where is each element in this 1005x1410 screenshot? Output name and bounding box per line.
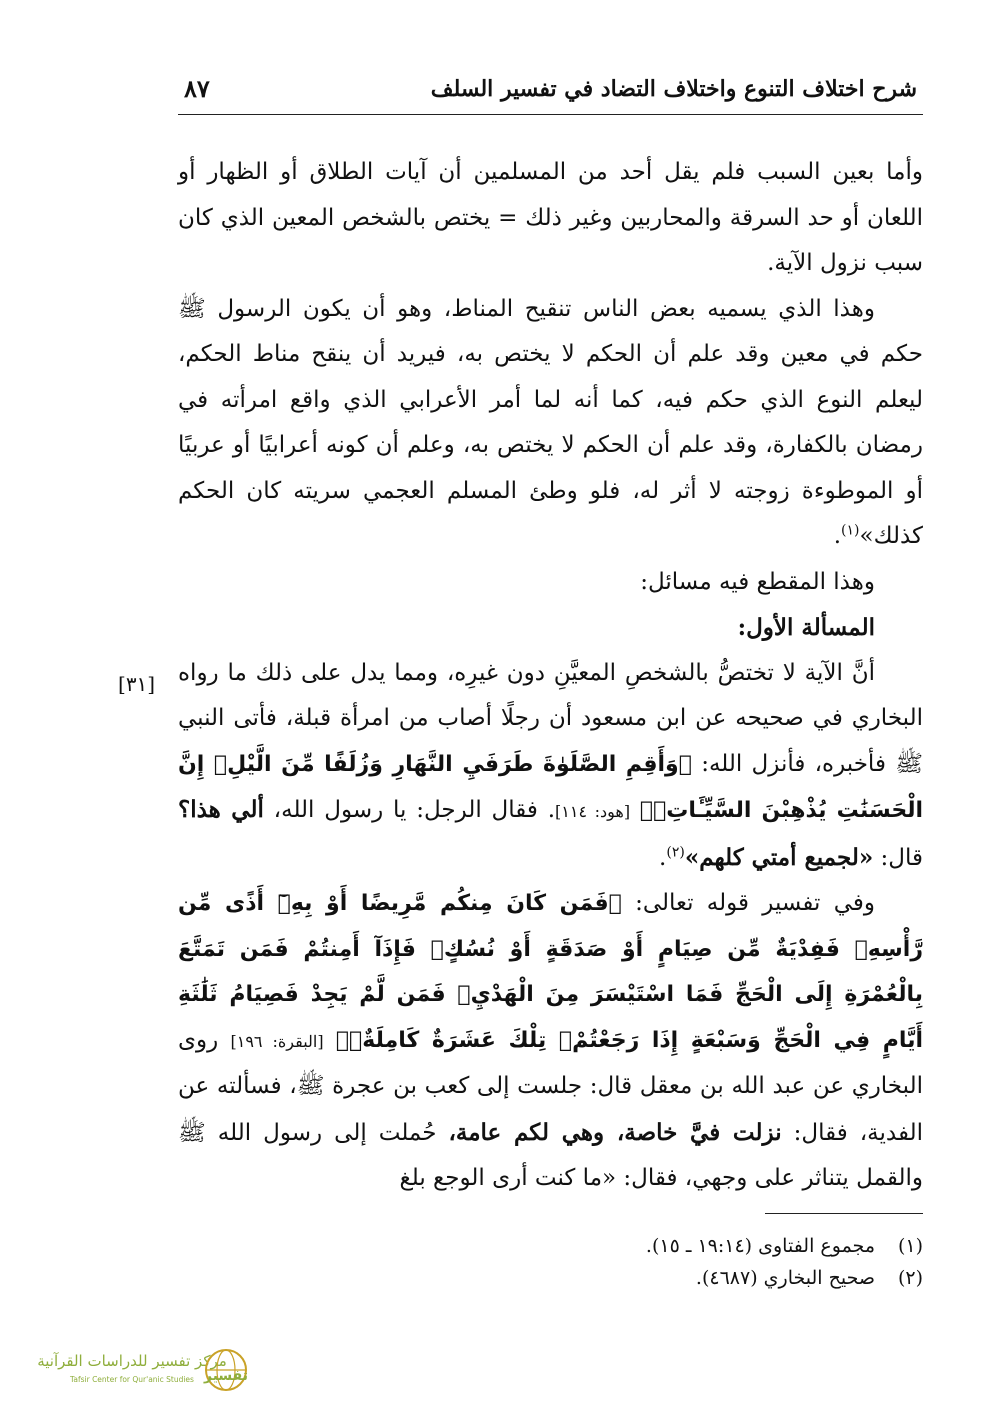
footnote-number: (٢): [897, 1267, 923, 1289]
p5-bold: نزلت فيَّ خاصة، وهي لكم عامة،: [448, 1118, 782, 1146]
logo-name-arabic: مركز تفسير للدراسات القرآنية: [37, 1352, 227, 1370]
footnote-ref-2: (٢): [666, 843, 685, 860]
paragraph-2: [178, 287, 923, 560]
footnote-rule: [765, 1213, 923, 1214]
verse-ref-hud: [هود: ١١٤]: [555, 802, 631, 821]
footnote-text: مجموع الفتاوى (١٩:١٤ ـ ١٥).: [645, 1235, 875, 1257]
footnote-1: [400, 1230, 923, 1262]
p4-text-a: أنَّ الآية لا تختصُّ بالشخصِ المعيَّنِ دون غيرِه، ومما يدل على ذلك ما رواه البخاري في صحيحه عن ابن مسعود أن رجلًا أصاب من امرأة قبلة، فأتى النبي ﷺ فأخبره، فأنزل الله:: [178, 659, 923, 777]
p5-text-c: حُملت إلى رسول الله ﷺ والقمل يتناثر على وجهي، فقال: «ما كنت أرى الوجع بلغ: [178, 1119, 923, 1191]
paragraph-2-end: .: [833, 523, 842, 549]
p4-text-b: . فقال الرجل: يا رسول الله،: [263, 797, 556, 823]
footnotes: [400, 1230, 923, 1294]
logo-name-english: Tafsir Center for Qur'anic Studies: [70, 1375, 194, 1384]
footnote-2: [400, 1262, 923, 1294]
p4-bold-answer: «لجميع أمتي كلهم»: [684, 843, 874, 871]
p4-bold-question: ألي هذا؟: [178, 796, 264, 823]
paragraph-5: [178, 881, 923, 1202]
main-text: [178, 150, 923, 1202]
margin-section-number: [٣١]: [118, 672, 156, 696]
logo-graphic: [14, 1342, 254, 1398]
quran-verse-baqarah: ﴿فَمَن كَانَ مِنكُم مَّرِيضًا أَوْ بِهِۦٓ أَذًى مِّن رَّأْسِهِۦ فَفِدْيَةٌ مِّن صِيَامٍ أَوْ صَدَقَةٍ أَوْ نُسُكٍۚ فَإِذَآ أَمِنتُمْ فَمَن تَمَتَّعَ بِالْعُمْرَةِ إِلَى الْحَجِّ فَمَا اسْتَيْسَرَ مِنَ الْهَدْيِۚ فَمَن لَّمْ يَجِدْ فَصِيَامُ ثَلَٰثَةِ أَيَّامٍ فِي الْحَجِّ وَسَبْعَةٍ إِذَا رَجَعْتُمْۗ تِلْكَ عَشَرَةٌ كَامِلَةٌۗ﴾: [178, 891, 923, 1053]
section-heading: المسألة الأول:: [737, 614, 875, 641]
footnote-number: (١): [897, 1235, 923, 1257]
header-rule: [178, 114, 923, 115]
p5-text-b: روى البخاري عن عبد الله بن معقل قال: جلست إلى كعب بن عجرة ﷺ، فسألته عن الفدية، فقال:: [178, 1026, 924, 1146]
running-title: شرح اختلاف التنوع واختلاف التضاد في تفسير السلف: [430, 76, 917, 102]
paragraph-4: [178, 651, 923, 882]
paragraph-1: وأما بعين السبب فلم يقل أحد من المسلمين أن آيات الطلاق أو الظهار أو اللعان أو حد السرقة والمحاربين وغير ذلك = يختص بالشخص المعين الذي كان سبب نزول الآية.: [178, 159, 923, 276]
quran-verse-hud: ﴿وَأَقِمِ الصَّلَوٰةَ طَرَفَيِ النَّهَارِ وَزُلَفًا مِّنَ الَّيْلِۚ إِنَّ الْحَسَنَٰتِ يُذْهِبْنَ السَّيِّـَٔاتِۚ﴾: [178, 751, 923, 823]
p4-text-c: قال:: [873, 844, 923, 871]
verse-ref-baqarah: [البقرة: ١٩٦]: [230, 1031, 324, 1051]
tafsir-center-logo: [14, 1342, 254, 1398]
logo-mark-text: تفسير: [203, 1368, 249, 1384]
page-header: [178, 72, 923, 112]
page-number: ٨٧: [184, 74, 210, 103]
footnote-ref-1: (١): [841, 522, 860, 539]
p5-text-a: وفي تفسير قوله تعالى:: [621, 890, 875, 916]
p4-end: .: [659, 844, 667, 871]
footnote-text: صحيح البخاري (٤٦٨٧).: [695, 1267, 875, 1289]
paragraph-3: وهذا المقطع فيه مسائل:: [640, 568, 875, 595]
paragraph-2-text: وهذا الذي يسميه بعض الناس تنقيح المناط، وهو أن يكون الرسول ﷺ حكم في معين وقد علم أن الحكم لا يختص به، فيريد أن ينقح مناط الحكم، ليعلم النوع الذي حكم فيه، كما أنه لما أمر الأعرابي الذي واقع امرأته في رمضان بالكفارة، وقد علم أن الحكم لا يختص به، وعلم أن كونه أعرابيًا أو عربيًا أو الموطوءة زوجته لا أثر له، فلو وطئ المسلم العجمي سريته كان الحكم كذلك»: [178, 295, 923, 549]
